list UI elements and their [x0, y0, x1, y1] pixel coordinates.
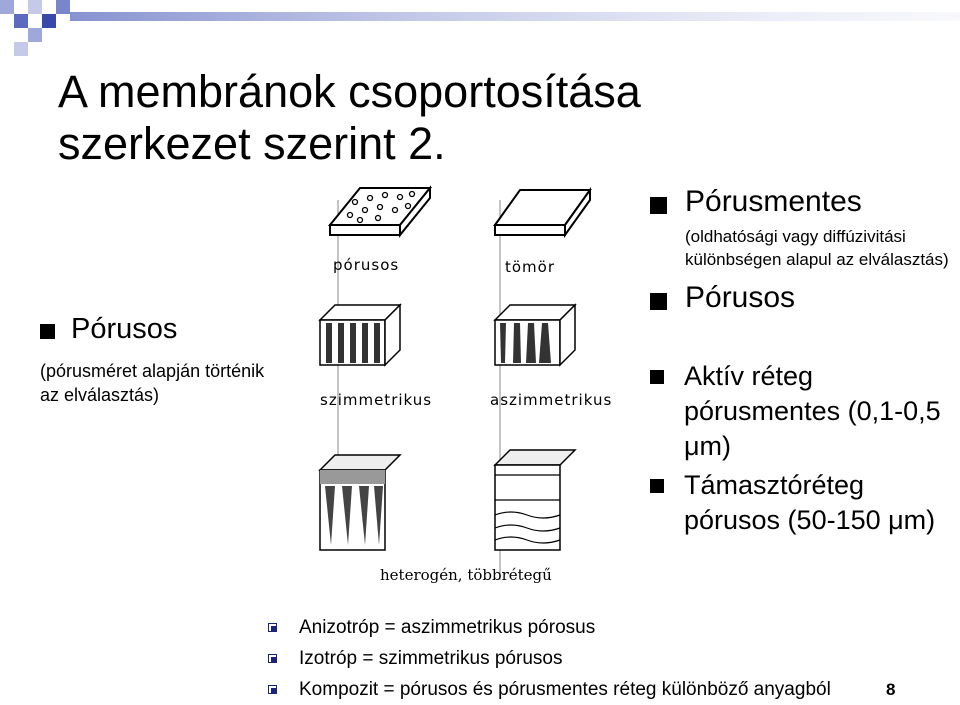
figure-label-symmetric: szimmetrikus	[320, 391, 433, 409]
right-item-active-layer	[650, 359, 955, 464]
bullet-square-icon	[650, 370, 664, 384]
bottom-item-composite	[268, 674, 831, 705]
right-heading-nonporous-text: Pórusmentes	[685, 185, 862, 218]
right-heading-nonporous	[650, 185, 955, 219]
left-heading-text: Pórusos	[71, 313, 178, 345]
figure-caption: heterogén, többrétegű	[380, 566, 552, 584]
figure-label-porous: pórusos	[333, 256, 400, 274]
right-item-active-layer-text: Aktív réteg pórusmentes (0,1-0,5 μm)	[684, 361, 941, 461]
bullet-outline-icon	[268, 654, 277, 663]
title-line-1: A membránok csoportosítása	[58, 66, 641, 117]
page-number: 8	[886, 680, 896, 699]
figure-label-dense: tömör	[505, 258, 556, 276]
left-note: (pórusméret alapján történik az elválasztás)	[40, 361, 265, 405]
right-note: (oldhatósági vagy diffúzivitási különbségen alapul az elválasztás)	[685, 227, 949, 269]
bottom-list	[268, 612, 831, 705]
bullet-square-icon	[650, 197, 667, 214]
figure-label-asymmetric: aszimmetrikus	[490, 391, 613, 409]
slide-title	[58, 66, 918, 170]
membrane-structure-figure	[290, 180, 640, 600]
bullet-square-icon	[650, 293, 667, 310]
bottom-item-text: Izotróp = szimmetrikus pórusos	[299, 648, 563, 669]
bottom-item-text: Anizotróp = aszimmetrikus pórosus	[299, 617, 596, 638]
right-column	[650, 185, 955, 538]
left-heading-porous	[40, 313, 177, 346]
bottom-item-anisotropic	[268, 612, 831, 643]
title-line-2: szerkezet szerint 2.	[58, 118, 446, 169]
bullet-outline-icon	[268, 685, 277, 694]
right-heading-porous	[650, 281, 955, 315]
right-item-support-layer-text: Támasztóréteg pórusos (50-150 μm)	[684, 470, 936, 535]
bullet-outline-icon	[268, 623, 277, 632]
bottom-item-text: Kompozit = pórusos és pórusmentes réteg különböző anyagból	[299, 679, 831, 700]
bullet-square-icon	[40, 324, 55, 339]
bottom-item-isotropic	[268, 643, 831, 674]
bullet-square-icon	[650, 479, 664, 493]
right-heading-porous-text: Pórusos	[685, 281, 796, 314]
right-item-support-layer	[650, 468, 955, 538]
corner-decoration	[0, 0, 960, 60]
